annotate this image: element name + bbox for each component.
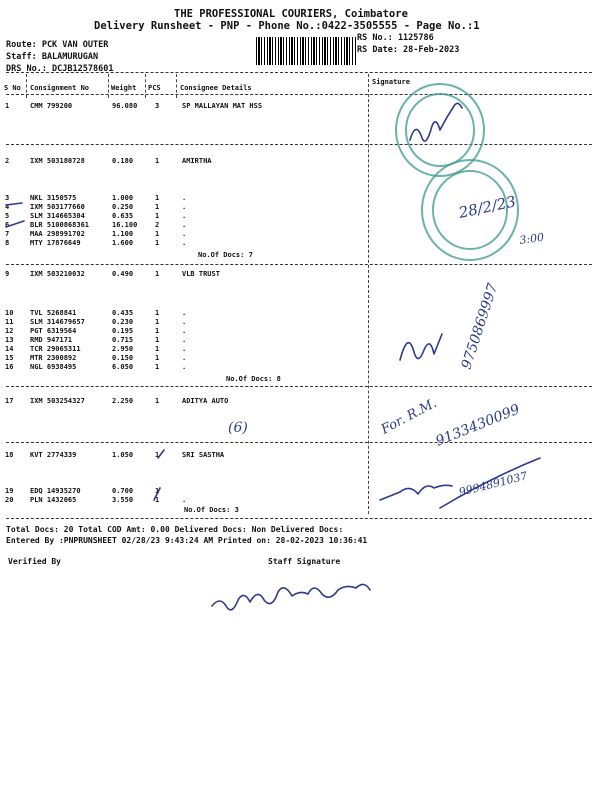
cell-weight: 0.635 [112,212,134,220]
cell-consignment: RMD 947171 [30,336,73,344]
cell-pcs: 1 [155,194,160,202]
cell-pcs: 1 [155,309,160,317]
cell-sno: 3 [5,194,10,202]
cell-sno: 14 [5,345,14,353]
cell-sno: 20 [5,496,14,504]
cell-sno: 19 [5,487,14,495]
cell-consignment: IXM 503180728 [30,157,85,165]
cell-consignee: . [182,212,187,220]
cell-consignment: TVL 5268841 [30,309,77,317]
verified-by-label: Verified By [8,557,61,566]
cell-consignee: . [182,194,187,202]
cell-pcs: 1 [155,318,160,326]
rs-date: RS Date: 28-Feb-2023 [357,45,460,55]
cell-pcs: 1 [155,157,160,165]
cell-pcs: 1 [155,487,160,495]
cell-weight: 0.715 [112,336,134,344]
staff-label: Staff: BALAMURUGAN [6,52,99,62]
cell-consignee: SP MALLAYAN MAT HSS [182,102,263,110]
cell-consignee: . [182,221,187,229]
cell-consignee: . [182,239,187,247]
cell-consignment: MAA 298991702 [30,230,85,238]
cell-weight: 16.100 [112,221,138,229]
cell-consignment: NGL 6938495 [30,363,77,371]
cell-sno: 17 [5,397,14,405]
cell-pcs: 1 [155,345,160,353]
receiver-signature-19 [380,485,452,500]
cell-sno: 16 [5,363,14,371]
handwritten-phone-1: 9750869997 [458,281,502,372]
rs-number: RS No.: 1125786 [357,33,434,43]
col-weight: Weight [111,84,137,92]
col-signature: Signature [372,78,410,86]
cell-consignee: . [182,318,187,326]
cell-consignee: VLB TRUST [182,270,220,278]
cell-weight: 1.100 [112,230,134,238]
route-label: Route: PCK VAN OUTER [6,40,109,50]
cell-consignee: ADITYA AUTO [182,397,229,405]
cell-consignment: NKL 3150575 [30,194,77,202]
cell-consignment: SLM 314679657 [30,318,85,326]
cell-consignee: . [182,230,187,238]
cell-weight: 0.250 [112,203,134,211]
cell-sno: 4 [5,203,10,211]
cell-consignee: . [182,203,187,211]
cell-consignment: BLR 5100868361 [30,221,90,229]
cell-pcs: 1 [155,354,160,362]
cell-consignment: PGT 6319564 [30,327,77,335]
cell-pcs: 3 [155,102,160,110]
cell-consignee: . [182,336,187,344]
cell-pcs: 1 [155,212,160,220]
cell-consignee: . [182,496,187,504]
cell-pcs: 1 [155,451,160,459]
cell-sno: 15 [5,354,14,362]
cell-weight: 1.050 [112,451,134,459]
cell-weight: 2.250 [112,397,134,405]
cell-weight: 0.180 [112,157,134,165]
handwritten-phone-3: 9994891037 [457,469,529,499]
cell-weight: 0.700 [112,487,134,495]
cell-weight: 3.550 [112,496,134,504]
cell-sno: 12 [5,327,14,335]
cell-consignee: . [182,345,187,353]
cell-weight: 2.950 [112,345,134,353]
cell-sno: 9 [5,270,10,278]
company-name: THE PROFESSIONAL COURIERS, Coimbatore [174,8,408,20]
cell-consignment: KVT 2774339 [30,451,77,459]
cell-consignment: TCR 29065311 [30,345,81,353]
cell-consignment: SLM 314665304 [30,212,85,220]
cell-sno: 11 [5,318,14,326]
runsheet-title: Delivery Runsheet - PNP - Phone No.:0422-3505555 - Page No.:1 [94,20,480,32]
cell-consignment: IXM 503210032 [30,270,85,278]
cell-sno: 6 [5,221,10,229]
cell-pcs: 1 [155,496,160,504]
cell-weight: 1.600 [112,239,134,247]
cell-consignment: EDQ 14935270 [30,487,81,495]
cell-sno: 5 [5,212,10,220]
cell-consignment: IXM 503254327 [30,397,85,405]
handwritten-circled-count: (6) [228,420,248,436]
cell-sno: 18 [5,451,14,459]
cell-consignee: . [182,327,187,335]
tick-mark [154,488,160,500]
tick-mark [158,450,164,458]
col-consignee: Consignee Details [180,84,252,92]
cell-pcs: 1 [155,363,160,371]
col-pcs: PCS [148,84,161,92]
cell-consignment: MTY 17876649 [30,239,81,247]
cell-weight: 0.435 [112,309,134,317]
cell-sno: 1 [5,102,10,110]
cell-consignment: IXM 503177660 [30,203,85,211]
handwritten-for: For. R.M. [378,395,440,438]
col-consignment: Consignment No [30,84,90,92]
cell-weight: 0.150 [112,354,134,362]
cell-pcs: 1 [155,239,160,247]
totals-line: Total Docs: 20 Total COD Amt: 0.00 Delivered Docs: Non Delivered Docs: [6,525,344,534]
cell-sno: 7 [5,230,10,238]
cell-weight: 1.000 [112,194,134,202]
group-doc-count: No.Of Docs: 3 [184,506,239,514]
cell-consignee: . [182,354,187,362]
staff-signature-label: Staff Signature [268,557,341,566]
cell-consignee: SRI SASTHA [182,451,225,459]
cell-pcs: 1 [155,270,160,278]
entered-by-line: Entered By :PNPRUNSHEET 02/28/23 9:43:24 AM Printed on: 28-02-2023 10:36:41 [6,536,368,545]
receiver-signature-9 [400,334,442,360]
handwritten-time: 3:00 [518,230,545,247]
cell-consignee: . [182,309,187,317]
cell-sno: 10 [5,309,14,317]
cell-sno: 8 [5,239,10,247]
cell-pcs: 1 [155,327,160,335]
cell-sno: 13 [5,336,14,344]
cell-pcs: 1 [155,397,160,405]
cell-pcs: 2 [155,221,160,229]
cell-consignment: MTR 2300892 [30,354,77,362]
cell-pcs: 1 [155,203,160,211]
cell-weight: 96.080 [112,102,138,110]
cell-sno: 2 [5,157,10,165]
cell-weight: 0.195 [112,327,134,335]
cell-consignment: CMM 799200 [30,102,73,110]
cell-weight: 0.490 [112,270,134,278]
receiver-signature-1 [410,103,462,141]
cell-weight: 0.230 [112,318,134,326]
tick-mark [6,203,22,205]
handwritten-phone-2: 9133430099 [433,401,523,450]
col-sno: S No [4,84,21,92]
cell-pcs: 1 [155,336,160,344]
staff-signature-ink [212,584,370,609]
group-doc-count: No.Of Docs: 8 [226,375,281,383]
cell-consignment: PLN 1432065 [30,496,77,504]
cell-consignee: . [182,363,187,371]
cell-consignee: AMIRTHA [182,157,212,165]
group-doc-count: No.Of Docs: 7 [198,251,253,259]
cell-weight: 6.050 [112,363,134,371]
drs-number: DRS No.: DCJB12578601 [6,64,114,74]
cell-pcs: 1 [155,230,160,238]
tick-mark [6,221,24,227]
handwritten-date: 28/2/23 [457,192,518,222]
